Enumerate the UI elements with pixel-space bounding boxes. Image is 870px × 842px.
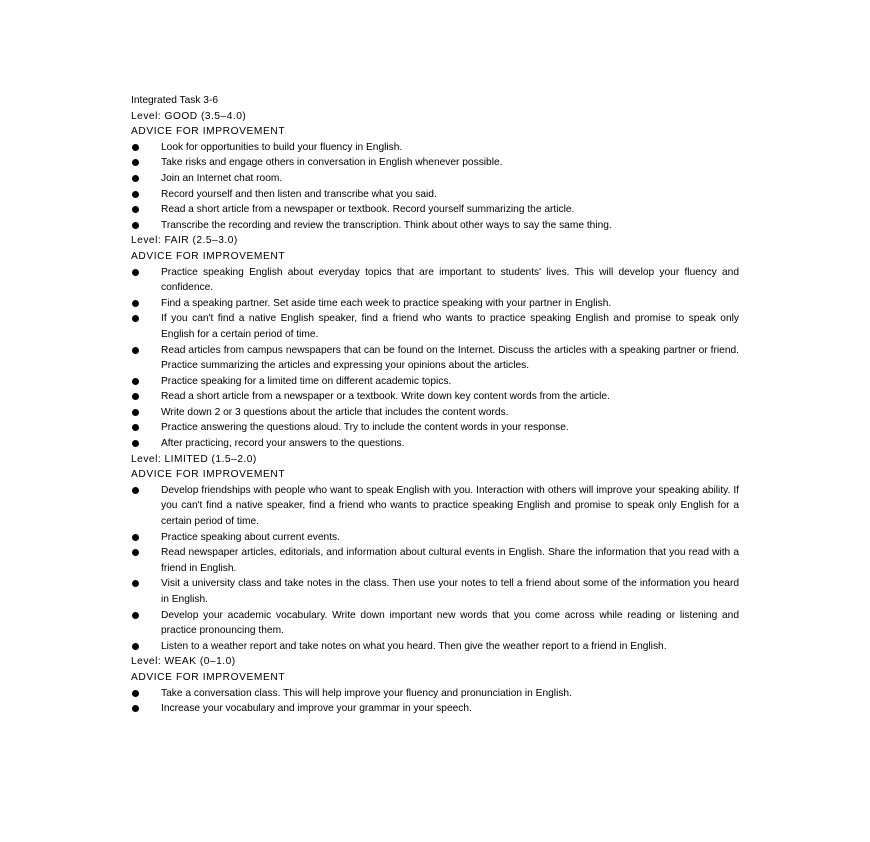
- list-item: [131, 140, 739, 156]
- bullet-icon: [132, 409, 139, 416]
- bullet-icon: [132, 206, 139, 213]
- level-heading: Level: FAIR (2.5–3.0): [131, 235, 238, 247]
- level-heading: Level: WEAK (0–1.0): [131, 656, 236, 668]
- advice-list: [131, 265, 739, 452]
- list-item: [131, 701, 739, 717]
- list-item: [131, 202, 739, 218]
- list-item: [131, 420, 739, 436]
- list-item-text: After practicing, record your answers to the questions.: [161, 438, 405, 450]
- list-item-text: Develop friendships with people who want to speak English with you. Interaction with others will improve your speaking ability. If you can't find a native speaker, find a friend who wants to practice speaking English and promise to speak only English for a certain period of time.: [161, 484, 739, 528]
- list-item: [131, 545, 739, 576]
- bullet-icon: [132, 705, 139, 712]
- list-item-text: Read articles from campus newspapers that can be found on the Internet. Discuss the articles with a speaking partner or friend. Practice summarizing the articles and expressing your opinions about the articles.: [161, 344, 739, 372]
- list-item: [131, 187, 739, 203]
- bullet-icon: [132, 300, 139, 307]
- bullet-icon: [132, 580, 139, 587]
- list-item: [131, 343, 739, 374]
- bullet-icon: [132, 549, 139, 556]
- list-item-text: Visit a university class and take notes in the class. Then use your notes to tell a friend about some of the information you heard in English.: [161, 578, 739, 605]
- bullet-icon: [132, 440, 139, 447]
- advice-heading: ADVICE FOR IMPROVEMENT: [131, 126, 286, 138]
- list-item-text: Find a speaking partner. Set aside time each week to practice speaking with your partner in English.: [161, 297, 612, 309]
- document-title: Integrated Task 3-6: [131, 95, 219, 106]
- list-item-text: Read a short article from a newspaper or a textbook. Write down key content words from the article.: [161, 391, 610, 403]
- list-item-text: Take risks and engage others in conversation in English whenever possible.: [161, 157, 503, 169]
- bullet-icon: [132, 487, 139, 494]
- list-item: [131, 405, 739, 421]
- list-item: [131, 265, 739, 296]
- bullet-icon: [132, 424, 139, 431]
- list-item-text: Practice speaking about current events.: [161, 531, 340, 543]
- bullet-icon: [132, 612, 139, 619]
- bullet-icon: [132, 222, 139, 229]
- list-item-text: Transcribe the recording and review the transcription. Think about other ways to say the same thing.: [161, 219, 612, 231]
- bullet-icon: [132, 690, 139, 697]
- advice-list: [131, 140, 739, 234]
- advice-list: [131, 686, 739, 717]
- list-item-text: Read a short article from a newspaper or textbook. Record yourself summarizing the article.: [161, 204, 575, 216]
- bullet-icon: [132, 175, 139, 182]
- list-item: [131, 483, 739, 530]
- list-item: [131, 608, 739, 639]
- advice-heading: ADVICE FOR IMPROVEMENT: [131, 250, 286, 262]
- list-item: [131, 296, 739, 312]
- bullet-icon: [132, 378, 139, 385]
- list-item: [131, 686, 739, 702]
- bullet-icon: [132, 643, 139, 650]
- list-item-text: Join an Internet chat room.: [161, 172, 283, 184]
- list-item-text: Look for opportunities to build your fluency in English.: [161, 141, 403, 153]
- bullet-icon: [132, 191, 139, 198]
- list-item: [131, 155, 739, 171]
- advice-heading: ADVICE FOR IMPROVEMENT: [131, 671, 286, 683]
- list-item-text: Increase your vocabulary and improve your grammar in your speech.: [161, 703, 472, 715]
- list-item: [131, 436, 739, 452]
- list-item: [131, 639, 739, 655]
- list-item-text: Develop your academic vocabulary. Write down important new words that you come across while reading or listening and practice pronouncing them.: [161, 609, 739, 637]
- bullet-icon: [132, 159, 139, 166]
- document-body: [131, 93, 739, 717]
- list-item: [131, 218, 739, 234]
- list-item-text: Record yourself and then listen and transcribe what you said.: [161, 188, 437, 200]
- level-heading: Level: LIMITED (1.5–2.0): [131, 453, 257, 465]
- list-item: [131, 374, 739, 390]
- list-item: [131, 171, 739, 187]
- list-item-text: Practice speaking for a limited time on different academic topics.: [161, 375, 452, 387]
- list-item-text: Write down 2 or 3 questions about the article that includes the content words.: [161, 406, 509, 418]
- list-item-text: Listen to a weather report and take notes on what you heard. Then give the weather report to a friend in English.: [161, 640, 667, 652]
- list-item: [131, 311, 739, 342]
- list-item: [131, 576, 739, 607]
- level-heading: Level: GOOD (3.5–4.0): [131, 110, 247, 122]
- list-item-text: If you can't find a native English speaker, find a friend who wants to practice speaking English and promise to speak only English for a certain period of time.: [161, 313, 739, 340]
- bullet-icon: [132, 144, 139, 151]
- list-item: [131, 530, 739, 546]
- section-limited: [131, 452, 739, 655]
- bullet-icon: [132, 269, 139, 276]
- bullet-icon: [132, 315, 139, 322]
- list-item-text: Read newspaper articles, editorials, and information about cultural events in English. Share the information that you read with a friend in English.: [161, 547, 739, 574]
- section-fair: [131, 233, 739, 451]
- list-item: [131, 389, 739, 405]
- list-item-text: Practice answering the questions aloud. Try to include the content words in your response.: [161, 422, 569, 434]
- bullet-icon: [132, 347, 139, 354]
- list-item-text: Practice speaking English about everyday topics that are important to students' lives. This will develop your fluency and confidence.: [161, 266, 739, 294]
- bullet-icon: [132, 534, 139, 541]
- advice-heading: ADVICE FOR IMPROVEMENT: [131, 469, 286, 481]
- advice-list: [131, 483, 739, 655]
- section-weak: [131, 654, 739, 716]
- bullet-icon: [132, 393, 139, 400]
- list-item-text: Take a conversation class. This will help improve your fluency and pronunciation in English.: [161, 687, 572, 699]
- section-good: [131, 109, 739, 234]
